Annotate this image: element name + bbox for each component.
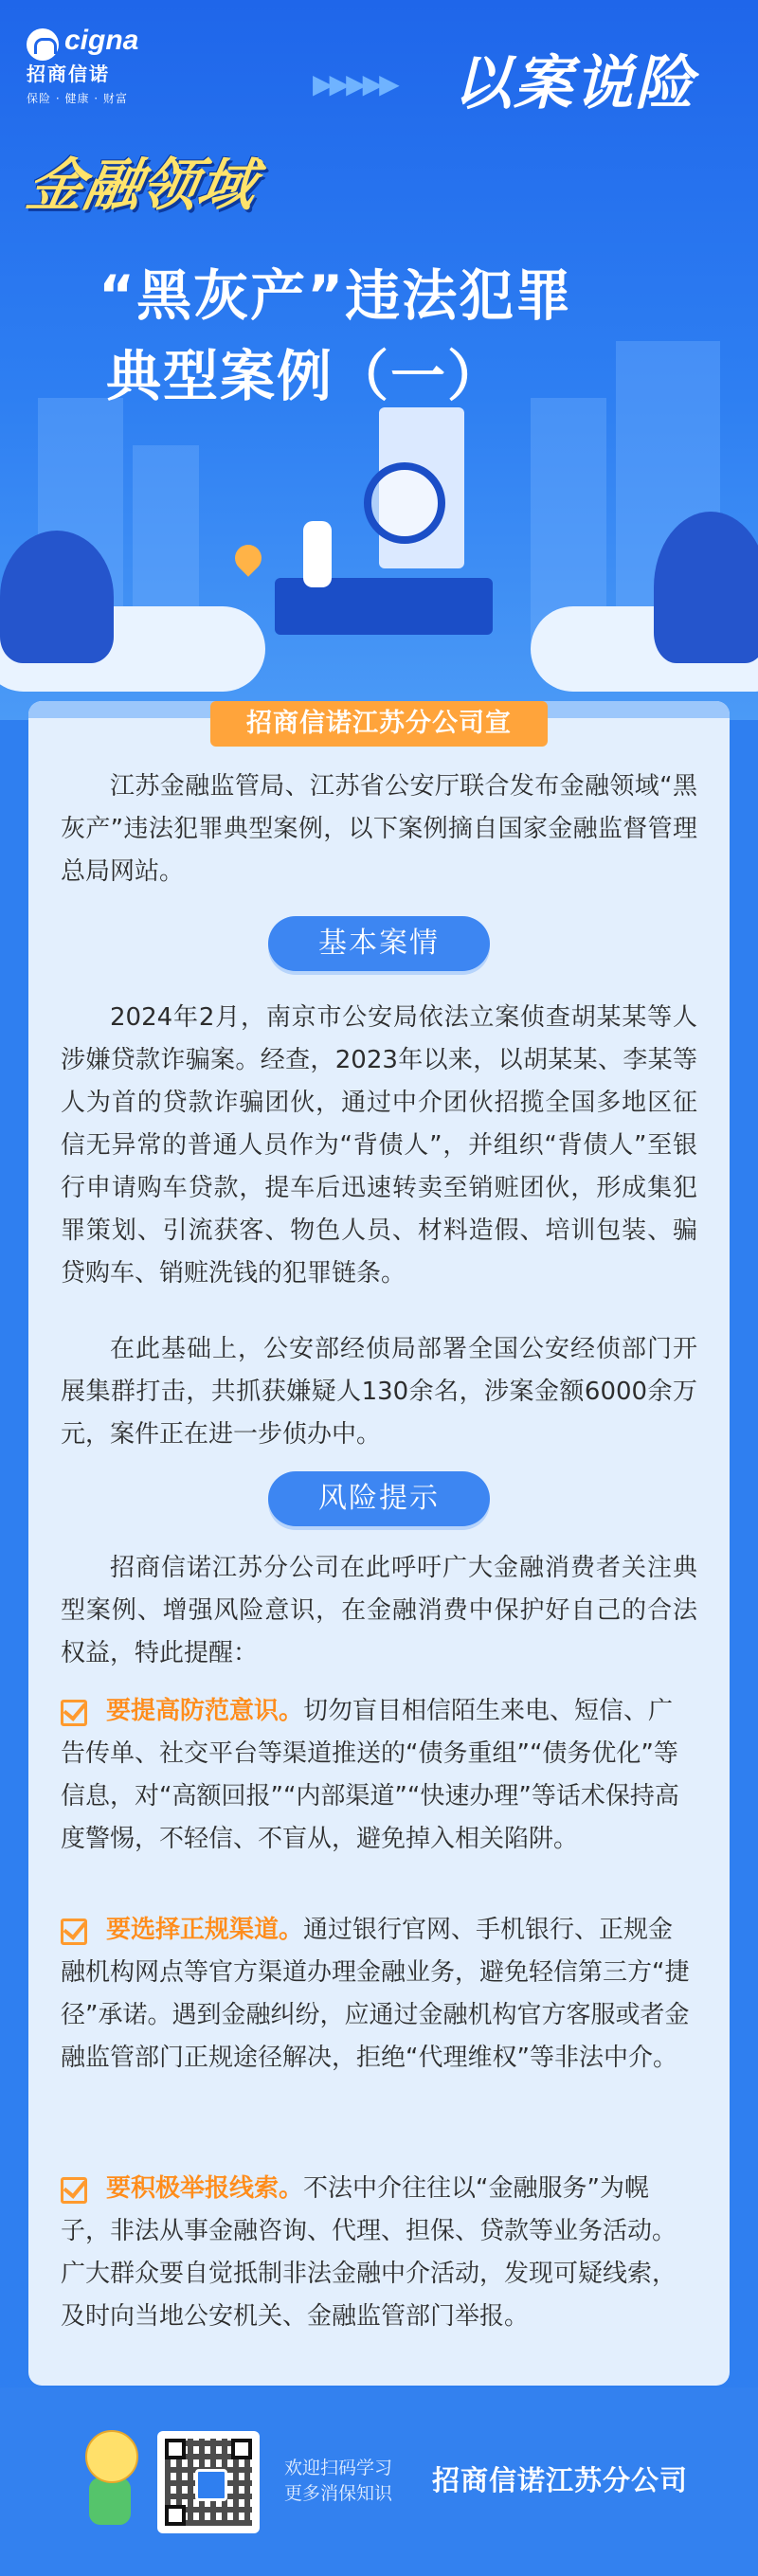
issuer-badge: 招商信诺江苏分公司宣	[210, 701, 548, 747]
tip-heading-2: 要选择正规渠道。	[106, 1916, 304, 1944]
tip-item-3	[61, 2168, 697, 2338]
logo-tagline: 保险 · 健康 · 财富	[27, 92, 128, 105]
page-title-line2: 典型案例（一）	[106, 344, 505, 408]
scan-prompt-line2: 更多消保知识	[284, 2483, 393, 2504]
mascot-head	[85, 2430, 138, 2483]
logo-brand-cn: 招商信诺	[27, 63, 110, 85]
qr-finder	[231, 2439, 252, 2459]
logo-brand-en: cigna	[64, 25, 139, 56]
tip-text-2: 通过银行官网、手机银行、正规金融机构网点等官方渠道办理金融业务，避免轻信第三方“捷径”承诺。遇到金融纠纷，应通过金融机构官方客服或者金融监管部门正规途径解决，拒绝“代理维权”等非法中介。	[61, 1916, 690, 2072]
series-title: 以案说险	[453, 48, 696, 117]
location-pin-icon	[229, 539, 267, 577]
tip-text-3: 不法中介往往以“金融服务”为幌子，非法从事金融咨询、代理、担保、贷款等业务活动。广大群众要自觉抵制非法金融中介活动，发现可疑线索，及时向当地公安机关、金融监管部门举报。	[61, 2174, 677, 2331]
mascot-body	[89, 2477, 131, 2525]
tip-heading-1: 要提高防范意识。	[106, 1697, 304, 1725]
tip-item-2	[61, 1909, 697, 2080]
tip-heading-3: 要积极举报线索。	[106, 2174, 304, 2203]
magnifier-icon	[364, 462, 445, 544]
company-logo	[27, 25, 139, 106]
qr-finder	[165, 2505, 186, 2526]
plant-decoration	[654, 512, 758, 663]
logo-icon	[27, 28, 59, 61]
branch-name: 招商信诺江苏分公司	[432, 2464, 689, 2496]
scan-prompt-line1: 欢迎扫码学习	[284, 2458, 393, 2478]
plant-decoration	[0, 531, 114, 663]
risk-intro-paragraph: 招商信诺江苏分公司在此呼吁广大金融消费者关注典型案例、增强风险意识，在金融消费中保护好自己的合法权益，特此提醒：	[61, 1554, 697, 1667]
hero-banner	[0, 0, 758, 720]
scan-prompt	[284, 2456, 392, 2507]
topic-label: 金融领域	[21, 153, 262, 219]
mascot-illustration	[76, 2430, 142, 2534]
tip-text-1: 切勿盲目相信陌生来电、短信、广告传单、社交平台等渠道推送的“债务重组”“债务优化”等信息，对“高额回报”“内部渠道”“快速办理”等话术保持高度警惕，不轻信、不盲从，避免掉入相关陷阱。	[61, 1697, 679, 1853]
book-illustration	[275, 578, 493, 635]
intro-paragraph: 江苏金融监管局、江苏省公安厅联合发布金融领域“黑灰产”违法犯罪典型案例，以下案例摘自国家金融监督管理总局网站。	[61, 772, 697, 886]
chevron-right-icon: ▶▶▶▶▶	[313, 68, 396, 99]
qr-center-logo-icon	[195, 2469, 227, 2501]
qr-finder	[165, 2439, 186, 2459]
section-heading-risk: 风险提示	[268, 1471, 490, 1526]
section-heading-case: 基本案情	[268, 916, 490, 971]
page-title-line1: “黑灰产”违法犯罪	[99, 263, 573, 328]
case-paragraph-1: 2024年2月，南京市公安局依法立案侦查胡某某等人涉嫌贷款诈骗案。经查，2023年以来，以胡某某、李某等人为首的贷款诈骗团伙，通过中介团伙招揽全国多地区征信无异常的普通人员作为“背债人”，并组织“背债人”至银行申请购车贷款，提车后迅速转卖至销赃团伙，形成集犯罪策划、引流获客、物色人员、材料造假、培训包装、骗贷购车、销赃洗钱的犯罪链条。	[61, 1003, 697, 1288]
person-illustration	[303, 521, 332, 587]
qr-code[interactable]	[157, 2431, 260, 2533]
tip-item-1	[61, 1690, 697, 1861]
case-paragraph-2: 在此基础上，公安部经侦局部署全国公安经侦部门开展集群打击，共抓获嫌疑人130余名，涉案金额6000余万元，案件正在进一步侦办中。	[61, 1335, 697, 1449]
